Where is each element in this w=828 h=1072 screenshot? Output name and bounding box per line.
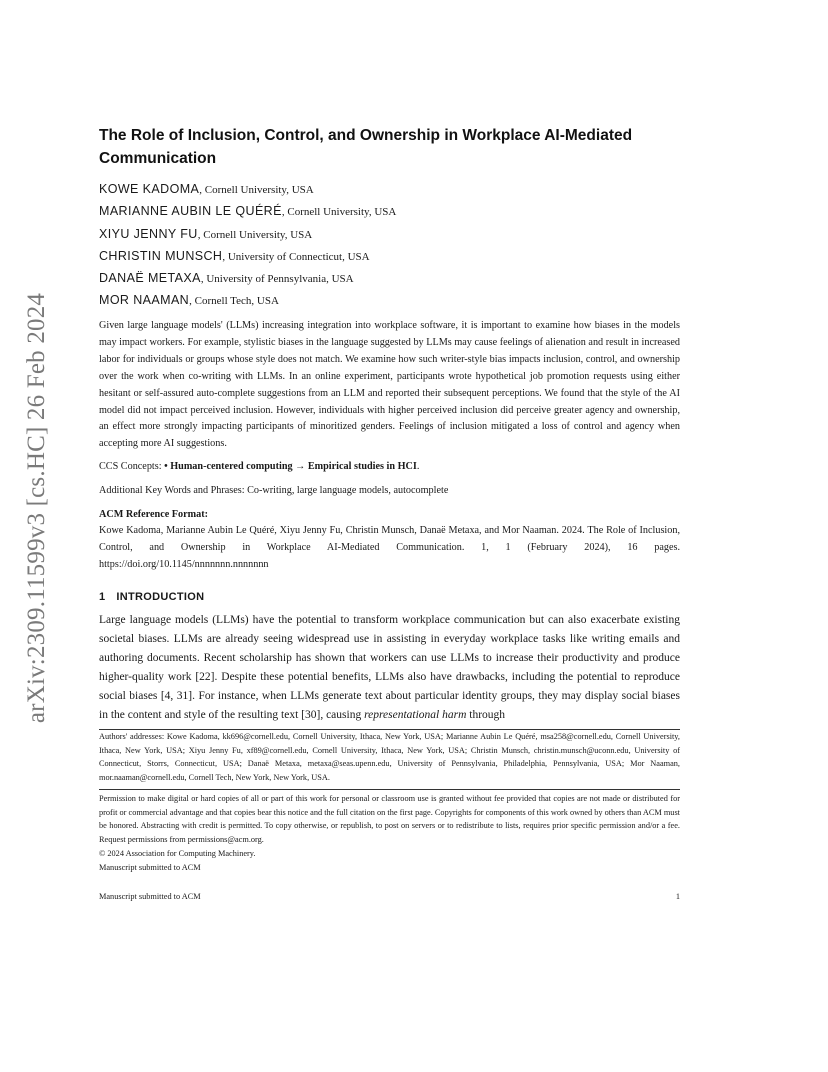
copyright-line: © 2024 Association for Computing Machinery. [99,849,256,858]
intro-text: Large language models (LLMs) have the potential to transform workplace communication but can also exacerbate existing societal biases. LLMs are already seeing widespread use in assisting in everyday workplace tasks like writing emails and authoring documents. Recent scholarship has shown that workers can use LLMs to increase their productivity and produce higher-quality work [22]. Despite these potential benefits, LLMs also have drawbacks, including the potential to reproduce social biases [4, 31]. For instance, when LLMs generate text about particular identity groups, they may display social biases in the content and style of the resulting text [30], causing [99,614,680,721]
page-number: 1 [675,892,680,901]
author-name: MOR NAAMAN [99,293,190,308]
author-entry [99,247,680,269]
author-name: CHRISTIN MUNSCH [99,248,223,263]
page-footer [99,890,680,903]
acm-reference-text: Kowe Kadoma, Marianne Aubin Le Quéré, Xiyu Jenny Fu, Christin Munsch, Danaë Metaxa, and Mor Naaman. 2024. The Role of Inclusion, Control, and Ownership in Workplace AI-Mediated Communication. 1, 1 (February 2024), 16 pages. https://doi.org/10.1145/nnnnnnn.nnnnnnn [99,525,680,570]
author-affiliation: , University of Connecticut, USA [222,250,370,263]
introduction-paragraph [99,611,680,724]
footer-left: Manuscript submitted to ACM [99,892,201,901]
ccs-arrow: → [292,461,308,472]
intro-tail: through [466,708,506,721]
abstract: Given large language models' (LLMs) increasing integration into workplace software, it is important to examine how biases in the models may impact workers. For example, stylistic biases in the language suggested by LLMs may cause feelings of alienation and result in increased labor for individuals or groups whose style does not match. We examine how such writer-style bias impacts inclusion, control, and ownership over the work when co-writing with LLMs. In an online experiment, participants wrote hypothetical job promotion requests using either hesitant or self-assured auto-complete suggestions from an LLM and reported their subsequent perceptions. We found that the style of the AI model did not impact perceived inclusion. However, individuals with higher perceived inclusion did perceive greater agency and ownership, an effect more strongly impacting participants of minoritized genders. Feelings of inclusion mitigated a loss of control and agency when accepting more AI suggestions. [99,320,680,450]
author-affiliation: , Cornell University, USA [199,184,314,196]
permission-notice: Permission to make digital or hard copies of all or part of this work for personal or classroom use is granted without fee provided that copies are not made or distributed for profit or commercial advantage and that copies bear this notice and the full citation on the first page. Copyrights for components of this work owned by others than ACM must be honored. Abstracting with credit is permitted. To copy otherwise, or republish, to post on servers or to redistribute to lists, requires prior specific permission and/or a fee. Request permissions from permissions@acm.org. [99,794,680,844]
author-affiliation: , Cornell Tech, USA [189,295,279,308]
author-name: DANAË METAXA [99,271,201,286]
section-title: INTRODUCTION [116,591,205,603]
acm-reference-heading: ACM Reference Format: [99,509,208,520]
author-name: XIYU JENNY FU [99,226,198,241]
ccs-concepts [99,460,680,474]
author-entry [99,269,680,291]
author-list [99,180,680,314]
author-affiliation: , University of Pennsylvania, USA [200,273,354,286]
author-entry [99,291,680,313]
intro-emphasis: representational harm [364,708,467,721]
section-number: 1 [99,591,106,603]
manuscript-note: Manuscript submitted to ACM [99,863,201,872]
author-entry [99,225,680,247]
ccs-bullet: • [164,461,171,472]
ccs-subconcept: Empirical studies in HCI [307,461,417,472]
author-affiliation: , Cornell University, USA [197,228,313,241]
author-entry [99,202,680,224]
section-heading [99,589,204,605]
permission-divider [99,789,680,790]
author-affiliation: , Cornell University, USA [281,206,397,219]
author-name: KOWE KADOMA [99,182,200,196]
author-entry [99,180,680,202]
author-name: MARIANNE AUBIN LE QUÉRÉ [99,204,282,219]
ccs-label: CCS Concepts: [99,461,165,472]
ccs-concept: Human-centered computing [170,461,293,472]
keywords: Additional Key Words and Phrases: Co-writing, large language models, autocomplete [99,485,449,496]
authors-addresses: Authors' addresses: Kowe Kadoma, kk696@cornell.edu, Cornell University, Ithaca, New York, USA; Marianne Aubin Le Quéré, msa258@cornell.edu, Cornell University, Ithaca, New York, USA; Xiyu Jenny Fu, xf89@cornell.edu, Cornell University, Ithaca, New York, USA; Christin Munsch, christin.munsch@uconn.edu, University of Connecticut, Storrs, Connecticut, USA; Danaë Metaxa, metaxa@seas.upenn.edu, University of Pennsylvania, Philadelphia, Pennsylvania, USA; Mor Naaman, mor.naaman@cornell.edu, Cornell Tech, New York, New York, USA. [99,732,680,782]
paper-title: The Role of Inclusion, Control, and Ownership in Workplace AI-Mediated Communication [99,127,633,167]
ccs-end: . [416,461,420,472]
arxiv-identifier: arXiv:2309.11599v3 [cs.HC] 26 Feb 2024 [23,292,50,724]
arxiv-stamp [22,285,52,731]
